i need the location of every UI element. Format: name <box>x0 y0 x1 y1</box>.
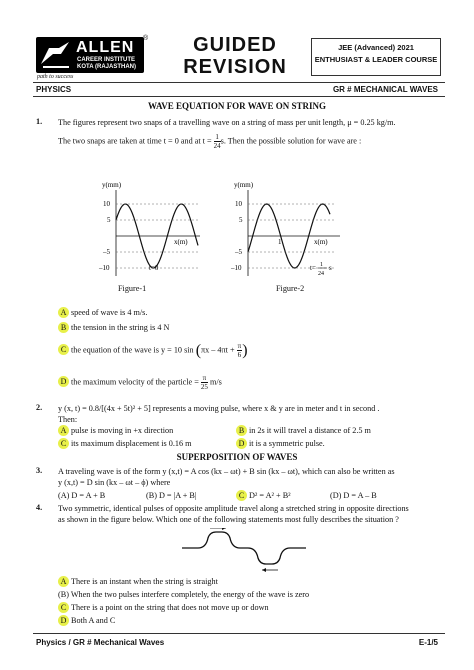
q2-then: Then: <box>58 415 78 424</box>
q3-text-2: y (x,t) = D sin (kx – ωt – ϕ) where <box>58 478 171 487</box>
q4-option-c[interactable]: C There is a point on the string that does not move up or down <box>58 602 269 613</box>
figure-1-graph <box>86 176 206 288</box>
option-a-marker: A <box>58 576 69 587</box>
q2-text: y (x, t) = 0.8/[(4x + 5t)² + 5] represents a moving pulse, where x & y are in meter and t in second . <box>58 404 380 413</box>
brand-name: ALLEN <box>76 39 135 56</box>
option-d-marker: (D) <box>330 491 342 500</box>
allen-emblem-icon <box>39 40 73 70</box>
fig2-time-num: 1 <box>320 262 323 268</box>
option-a-marker: A <box>58 307 69 318</box>
q2-option-c[interactable]: C its maximum displacement is 0.16 m <box>58 438 192 449</box>
q4-text-2: as shown in the figure below. Which one of the following statements most fully describes the situation ? <box>58 515 399 524</box>
fig1-ylabel: y(mm) <box>102 181 122 189</box>
option-b-marker: B <box>236 425 247 436</box>
option-d-marker: D <box>58 376 69 387</box>
option-c-marker: C <box>58 344 69 355</box>
q2-option-a[interactable]: A pulse is moving in +x direction <box>58 425 173 436</box>
option-b-marker: (B) <box>58 590 69 599</box>
q4-number: 4. <box>36 503 43 512</box>
fig2-xlabel: x(m) <box>314 238 328 246</box>
section-heading-wave-equation: WAVE EQUATION FOR WAVE ON STRING <box>147 101 327 111</box>
brand-line1: CAREER INSTITUTE KOTA (RAJASTHAN) <box>77 57 136 70</box>
course-box: JEE (Advanced) 2021 ENTHUSIAST & LEADER COURSE <box>311 38 441 76</box>
q3-text-1: A traveling wave is of the form y (x,t) = A cos (kx – ωt) + B sin (kx – ωt), which can also be written as <box>58 467 395 476</box>
option-c-marker: C <box>236 490 247 501</box>
q1-number: 1. <box>36 117 43 126</box>
q1-text: The figures represent two snaps of a travelling wave on a string of mass per unit length, μ = 0.25 kg/m. <box>58 118 396 127</box>
option-d-marker: D <box>58 615 69 626</box>
option-c-marker: C <box>58 602 69 613</box>
footer-page-number: E-1/5 <box>418 638 438 647</box>
registered-mark: ® <box>143 35 149 42</box>
left-arrow-head <box>262 568 266 572</box>
q3-option-b[interactable]: (B) D = |A + B| <box>146 491 197 500</box>
right-arrow-head <box>222 528 226 530</box>
option-a-marker: A <box>58 425 69 436</box>
pulse-string <box>182 532 306 564</box>
fig2-time-pre: t= <box>310 264 316 272</box>
section-heading-superposition: SUPERPOSITION OF WAVES <box>176 452 298 462</box>
fig1-time: t=0 <box>149 264 159 272</box>
fig2-tick-m10: –10 <box>231 264 242 272</box>
q3-option-a[interactable]: (A) D = A + B <box>58 491 106 500</box>
fig1-xlabel: x(m) <box>174 238 188 246</box>
fig2-tick-m5: –5 <box>235 248 242 256</box>
q1-option-d[interactable]: D the maximum velocity of the particle = $\frac{\pi}{25}$ m/s <box>58 374 222 391</box>
option-a-marker: (A) <box>58 491 70 500</box>
snap-time-fraction: $\frac{1}{24}$ <box>213 133 221 150</box>
q4-option-a[interactable]: A There is an instant when the string is straight <box>58 576 218 587</box>
q3-option-d[interactable]: (D) D = A – B <box>330 491 377 500</box>
figure-2-graph <box>218 176 348 288</box>
option-b-marker: B <box>58 322 69 333</box>
q1-option-c[interactable]: C the equation of the wave is y = 10 sin (πx – 4πt + $\frac{\pi}{6}$ ) <box>58 342 248 359</box>
q1-snaps-line: The two snaps are taken at time t = 0 and at t = $\frac{1}{24}$ s. Then the possible solution for wave are : <box>58 133 362 150</box>
fig1-tick-m5: –5 <box>103 248 110 256</box>
fig1-tick-m10: –10 <box>99 264 110 272</box>
option-d-marker: D <box>236 438 247 449</box>
topic-label: GR # MECHANICAL WAVES <box>332 85 438 94</box>
subject-label: PHYSICS <box>36 85 72 94</box>
allen-logo <box>36 37 144 73</box>
tagline: path to success <box>37 74 74 80</box>
page-title: GUIDED REVISION <box>183 34 287 78</box>
fig2-tick-5: 5 <box>239 216 243 224</box>
q1-option-b[interactable]: B the tension in the string is 4 N <box>58 322 169 333</box>
q2-option-b[interactable]: B in 2s it will travel a distance of 2.5 m <box>236 425 371 436</box>
q4-text-1: Two symmetric, identical pulses of opposite amplitude travel along a stretched string in opposite directions <box>58 504 409 513</box>
q4-option-b[interactable]: (B) When the two pulses interfere completely, the energy of the wave is zero <box>58 590 310 599</box>
header-rule-top <box>33 82 445 83</box>
fig2-caption: Figure-2 <box>276 284 305 293</box>
q1-option-a[interactable]: A speed of wave is 4 m/s. <box>58 307 147 318</box>
fig1-caption: Figure-1 <box>118 284 147 293</box>
fig2-tick-10: 10 <box>235 200 242 208</box>
opposite-pulses-figure <box>178 528 308 572</box>
fig2-time-unit: s <box>329 264 332 272</box>
fig2-time-den: 24 <box>318 271 324 277</box>
q2-option-d[interactable]: D it is a symmetric pulse. <box>236 438 325 449</box>
q2-number: 2. <box>36 403 43 412</box>
fig2-xtick-1: 1 <box>278 238 282 246</box>
option-c-marker: C <box>58 438 69 449</box>
fig1-tick-5: 5 <box>107 216 111 224</box>
footer-rule <box>33 633 445 634</box>
q3-option-c[interactable]: C D² = A² + B² <box>236 490 291 501</box>
footer-left: Physics / GR # Mechanical Waves <box>36 638 165 647</box>
q3-number: 3. <box>36 466 43 475</box>
header-rule-bottom <box>33 96 445 97</box>
fig2-ylabel: y(mm) <box>234 181 254 189</box>
option-b-marker: (B) <box>146 491 157 500</box>
fig1-tick-10: 10 <box>103 200 110 208</box>
q4-option-d[interactable]: D Both A and C <box>58 615 115 626</box>
